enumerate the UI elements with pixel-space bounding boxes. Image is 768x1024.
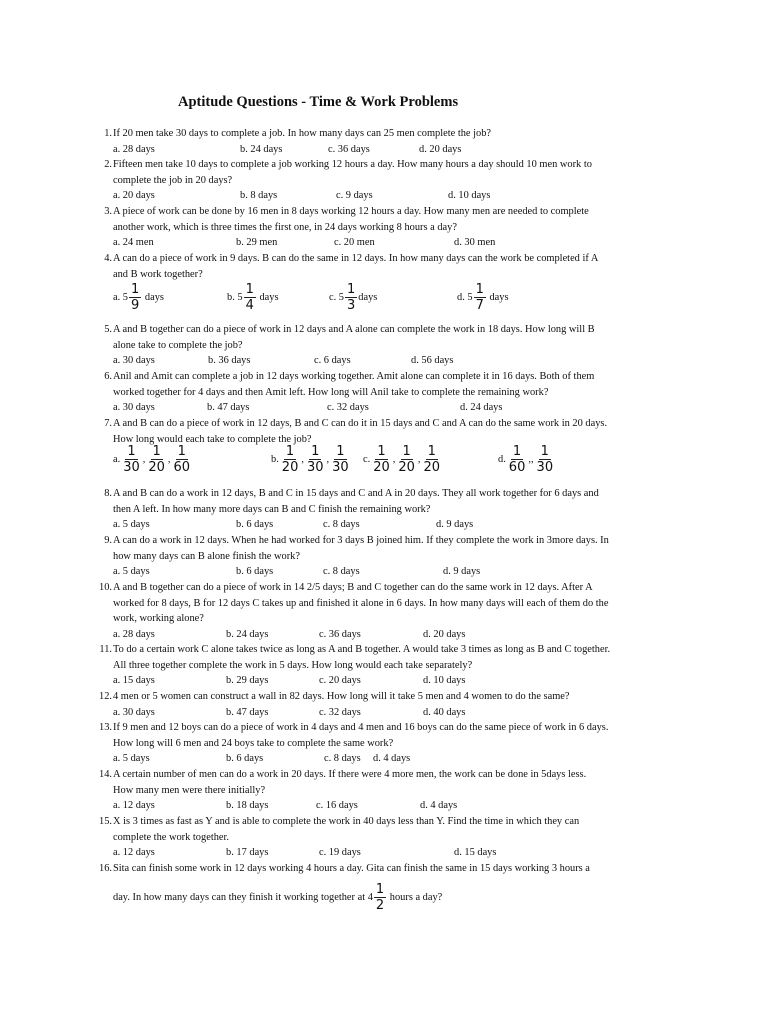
- fraction: [146, 445, 167, 475]
- answer-option: c. 8 days: [323, 566, 360, 578]
- answer-option: b. 8 days: [240, 190, 278, 202]
- answer-option: a. 30 days: [113, 706, 155, 718]
- fraction: [374, 883, 386, 913]
- answer-option: [498, 445, 556, 475]
- answer-option: a. 30 days: [113, 402, 155, 414]
- fraction: [172, 445, 193, 475]
- question-number: 6.: [104, 371, 112, 382]
- question-text-line: [113, 883, 442, 913]
- answer-options: [113, 705, 673, 721]
- answer-option: b. 18 days: [226, 800, 269, 812]
- page-title: Aptitude Questions - Time & Work Problems: [178, 94, 459, 110]
- answer-option: a. 24 men: [113, 237, 154, 249]
- fraction: [129, 283, 141, 313]
- fraction-numerator: 1: [285, 444, 295, 459]
- question-text-line: To do a certain work C alone takes twice as long as A and B together. A would take 3 times as long as B and C together.: [113, 644, 611, 655]
- answer-options: [113, 517, 673, 533]
- answer-option: c. 8 days: [324, 753, 361, 765]
- fraction: [535, 445, 556, 475]
- fraction: [507, 445, 528, 475]
- fraction: [371, 445, 392, 475]
- fraction-denominator: 60: [508, 460, 526, 475]
- question-number: 10.: [99, 582, 112, 593]
- fraction-denominator: 20: [281, 460, 299, 475]
- option-prefix: d.: [498, 454, 506, 466]
- question-text-line: alone take to complete the job?: [113, 339, 243, 351]
- question-text-line: X is 3 times as fast as Y and is able to complete the work in 40 days less than Y. Find the time in which they can: [113, 816, 580, 827]
- question-text-line: If 20 men take 30 days to complete a job. In how many days can 25 men complete the job?: [113, 128, 491, 139]
- question-text-line: Sita can finish some work in 12 days working 4 hours a day. Gita can finish the same in 15 days working 3 hours a: [113, 863, 590, 874]
- fraction-numerator: 1: [177, 444, 186, 459]
- answer-option: a. 5 days: [113, 566, 150, 578]
- option-prefix: a.: [113, 454, 121, 466]
- answer-option: c. 8 days: [323, 519, 360, 531]
- question-text-line: A piece of work can be done by 16 men in 8 days working 12 hours a day. How many men are needed to complete: [113, 206, 589, 217]
- question-number: 14.: [99, 769, 112, 780]
- answer-options: [113, 673, 673, 689]
- answer-option: b. 6 days: [236, 566, 274, 578]
- answer-option: a. 28 days: [113, 143, 155, 155]
- question-text-line: worked together for 4 days and then Amit left. How long will Anil take to complete the remaining work?: [113, 386, 549, 398]
- answer-option: d. 24 days: [460, 402, 503, 414]
- fraction-separator: ,: [392, 454, 396, 466]
- answer-option: d. 30 men: [454, 237, 496, 249]
- answer-option: a. 20 days: [113, 190, 155, 202]
- fraction-numerator: 1: [377, 444, 386, 459]
- fraction: [422, 445, 443, 475]
- text-after-fraction: hours a day?: [387, 892, 443, 904]
- answer-option: d. 9 days: [443, 566, 481, 578]
- option-prefix: b.: [271, 454, 279, 466]
- fraction: [396, 445, 417, 475]
- question-text-line: If 9 men and 12 boys can do a piece of work in 4 days and 4 men and 16 boys can do the same piece of work in 6 days.: [113, 722, 609, 733]
- question-text-line: another work, which is three times the first one, in 24 days working 8 hours a day?: [113, 221, 457, 233]
- question-number: 7.: [104, 418, 112, 429]
- question-number: 1.: [104, 128, 112, 139]
- fraction-numerator: 1: [131, 282, 140, 297]
- answer-option: c. 36 days: [328, 143, 370, 155]
- answer-option: d. 56 days: [411, 355, 454, 367]
- fraction-separator: ,: [417, 454, 421, 466]
- fraction-separator: ,: [326, 454, 330, 466]
- answer-options: [113, 627, 673, 643]
- answer-option: [457, 283, 509, 313]
- text-before-fraction: day. In how many days can they finish it working together at 4: [113, 892, 373, 904]
- fraction-denominator: 30: [123, 460, 140, 475]
- fraction-numerator: 1: [336, 444, 345, 459]
- fraction-denominator: 20: [373, 460, 390, 475]
- answer-option: c. 19 days: [319, 847, 361, 859]
- question-text-line: worked for 8 days, B for 12 days C takes up and finished it alone in 6 days. In how many days will each of them do the: [113, 597, 609, 609]
- answer-option: b. 17 days: [226, 847, 269, 859]
- fraction-numerator: 1: [427, 444, 436, 459]
- question-text-line: All three together complete the work in 5 days. How long would each take separately?: [113, 659, 473, 671]
- fraction-numerator: 1: [540, 444, 549, 459]
- answer-option: b. 47 days: [207, 402, 250, 414]
- question-text-line: Fifteen men take 10 days to complete a job working 12 hours a day. How many hours a day should 10 men work to: [113, 159, 592, 170]
- fraction-numerator: 1: [127, 444, 136, 459]
- option-prefix: d. 5: [457, 292, 473, 304]
- question-text-line: 4 men or 5 women can construct a wall in 82 days. How long will it take 5 men and 4 women to do the same?: [113, 691, 570, 702]
- fraction-denominator: 20: [423, 460, 441, 475]
- fraction: [345, 283, 357, 313]
- fraction-denominator: 30: [306, 460, 324, 475]
- question-text-line: complete the work together.: [113, 831, 229, 843]
- fraction-denominator: 7: [475, 298, 484, 313]
- answer-option: [113, 283, 164, 313]
- answer-options: [113, 400, 673, 416]
- question-text-line: A can do a work in 12 days. When he had worked for 3 days B joined him. If they complete the work in 3more days. In: [113, 535, 609, 546]
- answer-option: a. 15 days: [113, 675, 155, 687]
- question-text-line: How long would each take to complete the job?: [113, 433, 312, 445]
- answer-option: b. 24 days: [226, 628, 269, 640]
- question-number: 9.: [104, 535, 112, 546]
- option-prefix: b. 5: [227, 292, 243, 304]
- answer-options: [113, 564, 673, 580]
- fraction: [474, 283, 486, 313]
- answer-option: d. 40 days: [423, 706, 466, 718]
- question-number: 12.: [99, 691, 112, 702]
- question-text-line: A and B can do a work in 12 days, B and C in 15 days and C and A in 20 days. They all work together for 6 days and: [113, 488, 599, 499]
- answer-option: d. 15 days: [454, 847, 497, 859]
- answer-option: d. 20 days: [419, 143, 462, 155]
- answer-option: [363, 445, 443, 475]
- fraction: [121, 445, 142, 475]
- fraction-numerator: 1: [375, 882, 385, 897]
- answer-option: b. 36 days: [208, 355, 251, 367]
- answer-option: b. 6 days: [226, 753, 264, 765]
- option-prefix: c. 5: [329, 292, 345, 304]
- answer-options: [113, 142, 673, 158]
- fraction-denominator: 20: [148, 460, 165, 475]
- answer-option: a. 5 days: [113, 753, 150, 765]
- answer-option: c. 6 days: [314, 355, 351, 367]
- answer-option: c. 20 days: [319, 675, 361, 687]
- answer-option: d. 4 days: [373, 753, 411, 765]
- fraction-separator: ,,: [528, 454, 534, 466]
- question-text-line: How many men were there initially?: [113, 784, 266, 796]
- answer-options: [113, 751, 673, 767]
- answer-option: b. 24 days: [240, 143, 283, 155]
- fraction-numerator: 1: [512, 444, 522, 459]
- fraction-separator: ,: [301, 454, 304, 466]
- fraction-separator: ,: [142, 454, 146, 466]
- fraction-numerator: 1: [402, 444, 411, 459]
- question-number: 8.: [104, 488, 112, 499]
- question-text-line: Anil and Amit can complete a job in 12 days working together. Amit alone can complete it in 16 days. Both of them: [113, 371, 595, 382]
- question-number: 5.: [104, 324, 112, 335]
- fraction: [280, 445, 301, 475]
- question-number: 13.: [99, 722, 112, 733]
- answer-option: b. 47 days: [226, 706, 269, 718]
- question-number: 2.: [104, 159, 112, 170]
- answer-option: d. 10 days: [448, 190, 491, 202]
- question-text-line: How long will 6 men and 24 boys take to complete the same work?: [113, 737, 394, 749]
- question-number: 4.: [104, 253, 112, 264]
- answer-option: d. 20 days: [423, 628, 466, 640]
- fraction-denominator: 30: [332, 460, 349, 475]
- answer-option: c. 32 days: [319, 706, 361, 718]
- question-text-line: complete the job in 20 days?: [113, 174, 233, 186]
- answer-option: c. 32 days: [327, 402, 369, 414]
- question-number: 3.: [104, 206, 112, 217]
- answer-options: [113, 353, 673, 369]
- fraction: [330, 445, 351, 475]
- question-text-line: A and B can do a piece of work in 12 days, B and C can do it in 15 days and C and A can do the same work in 20 days.: [113, 418, 608, 429]
- fraction-numerator: 1: [245, 282, 254, 297]
- fraction: [305, 445, 326, 475]
- fraction-separator: ,: [167, 454, 171, 466]
- fraction-numerator: 1: [311, 444, 320, 459]
- question-number: 11.: [99, 644, 112, 655]
- answer-option: b. 29 days: [226, 675, 269, 687]
- question-text-line: A can do a piece of work in 9 days. B can do the same in 12 days. In how many days can the work be completed if A: [113, 253, 599, 264]
- fraction-denominator: 30: [536, 460, 554, 475]
- question-text-line: A and B together can do a piece of work in 14 2/5 days; B and C together can do the same work in 12 days. After A: [113, 582, 593, 593]
- question-text-line: how many days can B alone finish the work?: [113, 550, 300, 562]
- fraction-denominator: 60: [173, 460, 191, 475]
- answer-option: [271, 445, 352, 475]
- option-prefix: a. 5: [113, 292, 129, 304]
- option-suffix: days: [486, 292, 509, 304]
- answer-option: d. 10 days: [423, 675, 466, 687]
- fraction-numerator: 1: [347, 282, 356, 297]
- answer-options: [113, 798, 673, 814]
- answer-options: [113, 845, 673, 861]
- option-suffix: days: [142, 292, 164, 304]
- answer-option: d. 9 days: [436, 519, 474, 531]
- answer-options: [113, 235, 673, 251]
- option-prefix: c.: [363, 454, 371, 466]
- question-text-line: A certain number of men can do a work in 20 days. If there were 4 more men, the work can be done in 5days less.: [113, 769, 587, 780]
- question-number: 16.: [99, 863, 112, 874]
- fraction-denominator: 4: [245, 298, 254, 313]
- fraction-denominator: 3: [347, 298, 356, 313]
- question-text-line: and B work together?: [113, 268, 203, 280]
- answer-option: [227, 283, 279, 313]
- fraction-denominator: 2: [375, 898, 385, 913]
- fraction-numerator: 1: [152, 444, 161, 459]
- fraction-numerator: 1: [475, 282, 484, 297]
- answer-option: c. 9 days: [336, 190, 373, 202]
- fraction-denominator: 20: [398, 460, 415, 475]
- question-text-line: A and B together can do a piece of work in 12 days and A alone can complete the work in 18 days. How long will B: [113, 324, 595, 335]
- answer-option: d. 4 days: [420, 800, 458, 812]
- answer-option: a. 12 days: [113, 847, 155, 859]
- answer-option: b. 29 men: [236, 237, 278, 249]
- answer-options: [113, 188, 673, 204]
- answer-option: a. 5 days: [113, 519, 150, 531]
- fraction: [244, 283, 256, 313]
- answer-option: c. 20 men: [334, 237, 375, 249]
- question-text-line: work, working alone?: [113, 613, 204, 625]
- answer-option: [329, 283, 377, 313]
- answer-option: a. 12 days: [113, 800, 155, 812]
- fraction-denominator: 9: [131, 298, 140, 313]
- answer-option: a. 30 days: [113, 355, 155, 367]
- answer-option: a. 28 days: [113, 628, 155, 640]
- question-number: 15.: [99, 816, 112, 827]
- answer-option: c. 36 days: [319, 628, 361, 640]
- question-text-line: then A left. In how many more days can B and C finish the remaining work?: [113, 503, 431, 515]
- option-suffix: days: [358, 292, 378, 304]
- option-suffix: days: [256, 292, 279, 304]
- answer-option: b. 6 days: [236, 519, 274, 531]
- answer-option: c. 16 days: [316, 800, 358, 812]
- answer-option: [113, 445, 193, 475]
